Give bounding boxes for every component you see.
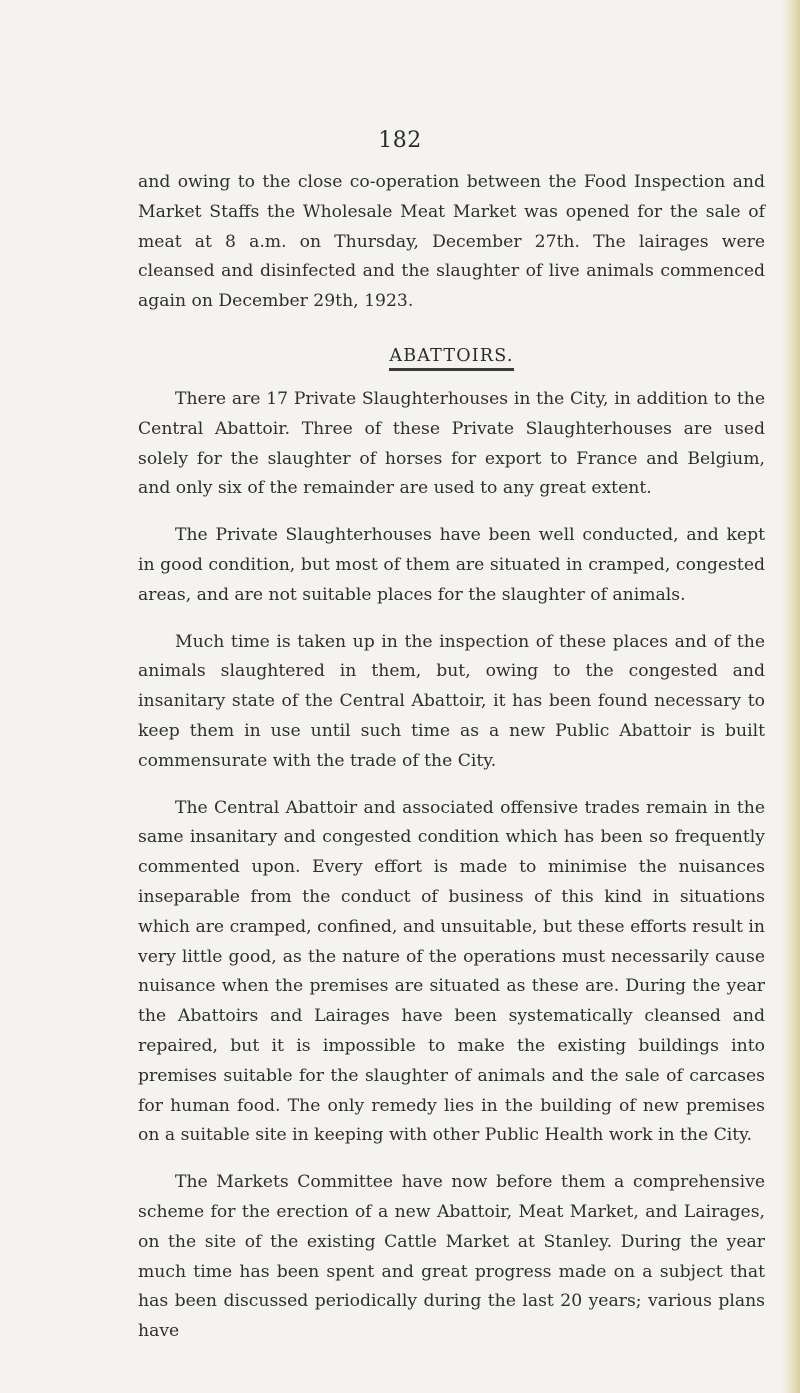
paragraph-inspection-time: Much time is taken up in the inspection of these places and of the animals slaughtered in them, but, owing to the congested and insanitary state of the Central Abattoir, it has been found necessary to keep them in use until such time as a new Public Abattoir is built commensurate with the trade of the City. (138, 631, 765, 771)
paragraph-slaughterhouses-condition: The Private Slaughterhouses have been well conducted, and kept in good condition, but most of them are situated in cramped, congested areas, and are not suitable places for the slaughter of animals. (138, 525, 765, 605)
paragraph-markets-committee: The Markets Committee have now before them a comprehensive scheme for the erection of a new Abattoir, Meat Market, and Lairages, on the site of the existing Cattle Market at Stanley. During the year much time has been spent and great progress made on a subject that has been discussed periodically during the last 20 years; various plans have (138, 1172, 765, 1342)
section-heading (138, 345, 765, 371)
document-body (138, 168, 765, 1347)
paragraph-central-abattoir: The Central Abattoir and associated offensive trades remain in the same insanitary and congested condition which has been so frequently commented upon. Every effort is made to minimise the nuisances inseparable from the conduct of business of this kind in situations which are cramped, confined, and unsuitable, but these efforts result in very little good, as the nature of the operations must necessarily cause nuisance when the premises are situated as these are. During the year the Abattoirs and Lairages have been systematically cleansed and repaired, but it is impossible to make the existing buildings into premises suitable for the slaughter of animals and the sale of carcases for human food. The only remedy lies in the building of new premises on a suitable site in keeping with other Public Health work in the City. (138, 797, 765, 1146)
page-edge-shadow (782, 0, 800, 1393)
paragraph-slaughterhouses-count: There are 17 Private Slaughterhouses in the City, in addition to the Central Abattoir. Three of these Private Slaughterhouses are used solely for the slaughter of horses for export to France and Belgium, and only six of the remainder are used to any great extent. (138, 388, 765, 499)
section-heading-text: ABATTOIRS. (389, 345, 513, 371)
page-number: 182 (378, 128, 422, 153)
opening-paragraph: and owing to the close co-operation between the Food Inspection and Market Staffs the Wholesale Meat Market was opened for the sale of meat at 8 a.m. on Thursday, December 27th. The lairages were cleansed and disinfected and the slaughter of live animals commenced again on December 29th, 1923. (138, 172, 765, 312)
